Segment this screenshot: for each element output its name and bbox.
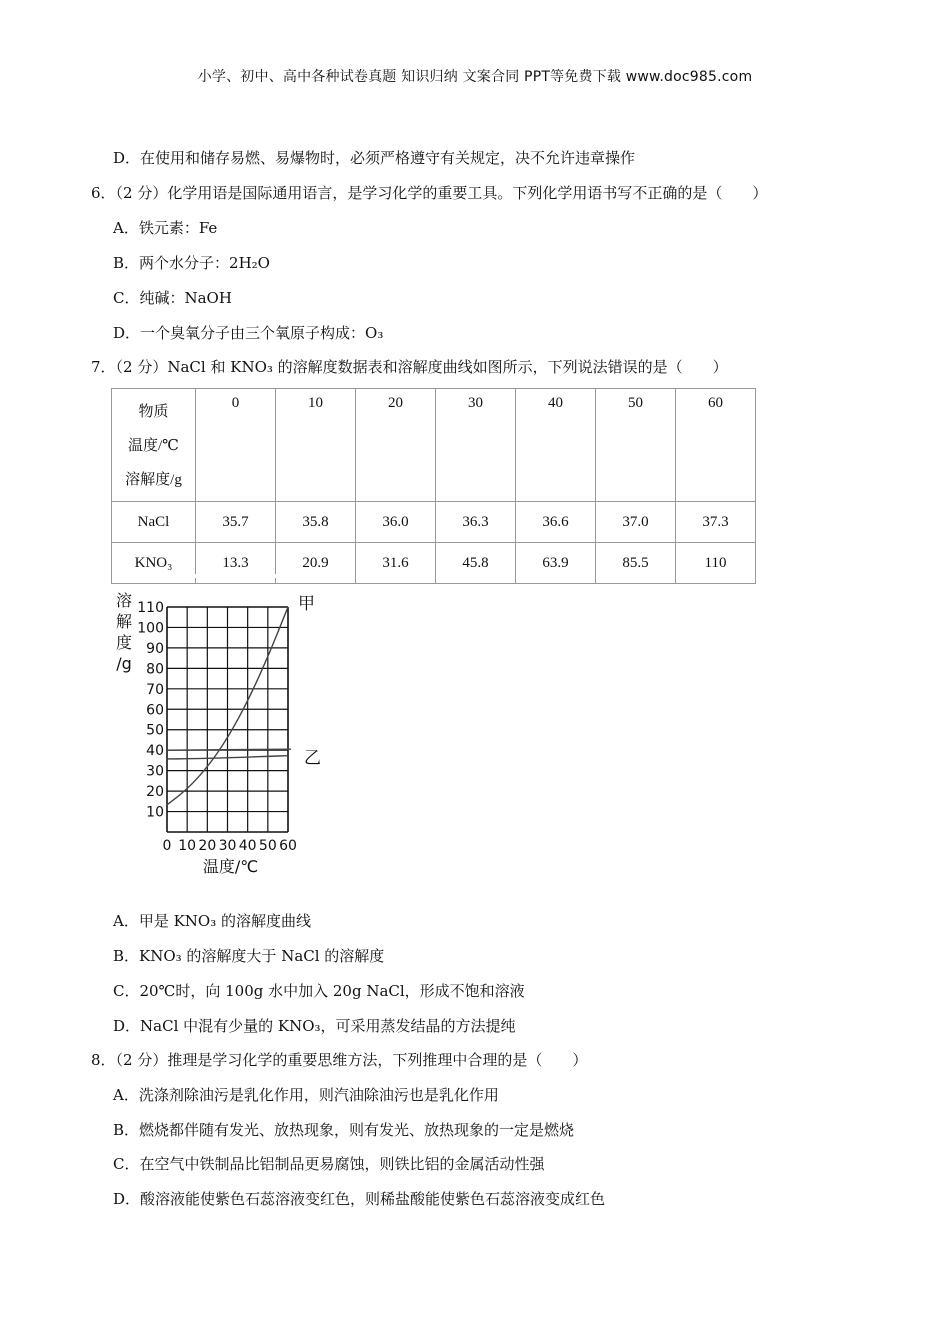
q7-option-c: C．20℃时，向 100g 水中加入 20g NaCl，形成不饱和溶液: [113, 982, 525, 1000]
header-solubility: 溶解度/g: [125, 472, 182, 488]
value-cell: 36.0: [356, 502, 436, 543]
q7-option-b: B．KNO₃ 的溶解度大于 NaCl 的溶解度: [113, 947, 385, 965]
table-header-row: [112, 389, 756, 502]
table-row-nacl: [112, 502, 756, 543]
temp-cell: 60: [676, 389, 756, 502]
y-tick-label: 50: [146, 722, 164, 739]
y-tick-label: 10: [146, 804, 164, 821]
value-cell: 110: [676, 543, 756, 584]
q7-stem: 7．（2 分）NaCl 和 KNO₃ 的溶解度数据表和溶解度曲线如图所示，下列说法错误的是（ ）: [91, 358, 728, 376]
solubility-table: [111, 388, 756, 584]
q7-option-a: A．甲是 KNO₃ 的溶解度曲线: [113, 912, 312, 930]
temp-cell: 40: [516, 389, 596, 502]
series-label-yi: 乙: [304, 748, 321, 769]
temp-cell: 30: [436, 389, 516, 502]
value-cell: 45.8: [436, 543, 516, 584]
x-tick-label: 20: [198, 838, 217, 854]
q8-stem: 8．（2 分）推理是学习化学的重要思维方法，下列推理中合理的是（ ）: [91, 1051, 588, 1069]
q6-option-c: C．纯碱：NaOH: [113, 289, 232, 307]
value-cell: 37.0: [596, 502, 676, 543]
page-header-banner: 小学、初中、高中各种试卷真题 知识归纳 文案合同 PPT等免费下载 www.doc985.com: [197, 69, 753, 85]
x-tick-label: 40: [238, 838, 257, 854]
q6-option-b: B．两个水分子：2H₂O: [113, 254, 270, 272]
y-tick-label: 80: [146, 661, 164, 678]
temp-cell: 50: [596, 389, 676, 502]
y-tick-label: 100: [137, 620, 164, 637]
chart-grid: [167, 607, 288, 832]
q8-option-c: C．在空气中铁制品比铝制品更易腐蚀，则铁比铝的金属活动性强: [113, 1155, 545, 1173]
y-axis-label-char: /g: [116, 654, 132, 673]
y-tick-label: 20: [146, 784, 164, 801]
x-tick-label: 0: [162, 838, 172, 854]
q6-option-d: D．一个臭氧分子由三个氧原子构成：O₃: [113, 324, 384, 342]
q7-option-d: D．NaCl 中混有少量的 KNO₃，可采用蒸发结晶的方法提纯: [113, 1017, 516, 1035]
value-cell: 36.3: [436, 502, 516, 543]
q8-option-d: D．酸溶液能使紫色石蕊溶液变红色，则稀盐酸能使紫色石蕊溶液变成红色: [113, 1190, 606, 1208]
chart-curves: [167, 607, 291, 805]
y-axis-label-char: 溶: [115, 591, 133, 610]
table-border-gap: [112, 574, 326, 578]
value-cell: 20.9: [276, 543, 356, 584]
q8-option-b: B．燃烧都伴随有发光、放热现象，则有发光、放热现象的一定是燃烧: [113, 1121, 575, 1139]
value-cell: 35.8: [276, 502, 356, 543]
y-tick-label: 30: [146, 763, 164, 780]
y-axis-label-char: 解: [115, 612, 133, 631]
series-label-jia: 甲: [298, 594, 315, 614]
value-cell: 63.9: [516, 543, 596, 584]
chart-labels: [116, 591, 321, 876]
q8-option-a: A．洗涤剂除油污是乳化作用，则汽油除油污也是乳化作用: [113, 1086, 499, 1104]
x-tick-label: 60: [279, 838, 297, 854]
y-axis-label-char: 度: [115, 633, 133, 652]
y-tick-label: 40: [146, 743, 164, 760]
y-tick-label: 70: [146, 681, 164, 698]
q5-option-d: D．在使用和储存易燃、易爆物时，必须严格遵守有关规定，决不允许违章操作: [113, 149, 636, 167]
table-header-label-cell: [112, 389, 196, 502]
temp-cell: 0: [196, 389, 276, 502]
header-temperature: 温度/℃: [128, 438, 179, 454]
value-cell: 37.3: [676, 502, 756, 543]
row-label: KNO₃: [112, 543, 196, 584]
temp-cell: 10: [276, 389, 356, 502]
temp-cell: 20: [356, 389, 436, 502]
y-tick-label: 110: [137, 600, 164, 616]
solubility-curve-chart: [105, 588, 340, 880]
series-extra-line: [167, 749, 291, 750]
x-tick-label: 30: [218, 838, 237, 854]
x-tick-label: 50: [258, 838, 277, 854]
value-cell: 35.7: [196, 502, 276, 543]
y-tick-label: 90: [146, 640, 164, 657]
q6-option-a: A．铁元素：Fe: [113, 219, 218, 237]
value-cell: 31.6: [356, 543, 436, 584]
y-tick-label: 60: [146, 702, 164, 719]
header-substance: 物质: [138, 404, 169, 420]
x-axis-label: 温度/℃: [202, 857, 259, 876]
row-label: NaCl: [112, 502, 196, 543]
value-cell: 36.6: [516, 502, 596, 543]
x-tick-label: 10: [178, 838, 197, 854]
value-cell: 13.3: [196, 543, 276, 584]
value-cell: 85.5: [596, 543, 676, 584]
q6-stem: 6．（2 分）化学用语是国际通用语言，是学习化学的重要工具。下列化学用语书写不正确的是（ ）: [91, 184, 768, 202]
